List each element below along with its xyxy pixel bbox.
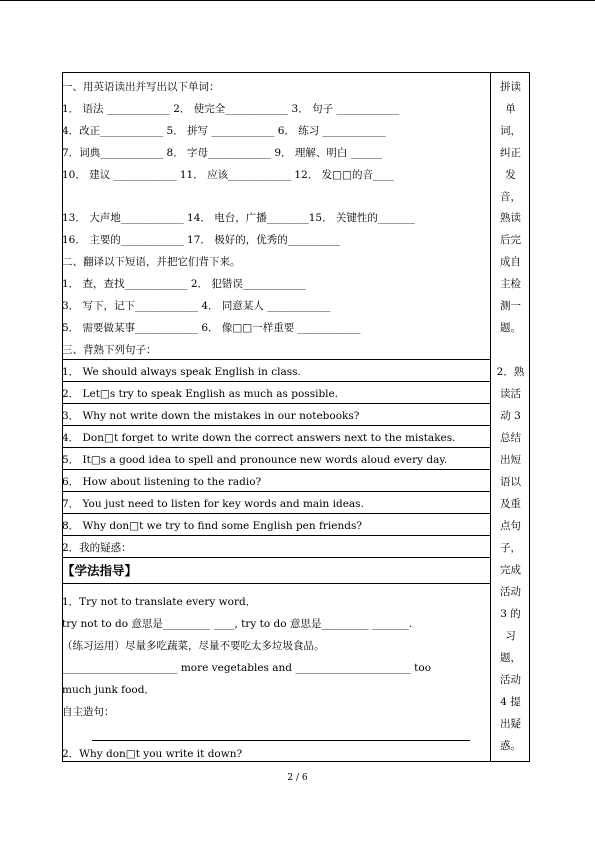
sidebar-line: 成自 bbox=[500, 256, 521, 268]
sidebar-line: 后完 bbox=[500, 234, 521, 246]
row-rule bbox=[62, 535, 490, 536]
sidebar-line: 2．熟 bbox=[496, 366, 525, 378]
doubts-label: 2．我的疑惑： bbox=[62, 542, 132, 554]
vocab-row-1: 1． 语法 ____________ 2． 使完全____________ 3． 句子 ____________ bbox=[62, 103, 400, 115]
section-1-heading: 一、用英语读出并写出以下单词： bbox=[62, 81, 220, 93]
sidebar-line: 及重 bbox=[500, 498, 521, 510]
page-number: 2 / 6 bbox=[287, 773, 308, 783]
practice-prompt: （练习运用）尽量多吃蔬菜，尽量不要吃太多垃圾食品。 bbox=[62, 640, 325, 652]
sidebar-line: 出疑 bbox=[500, 718, 521, 730]
sidebar-line: 拼读 bbox=[500, 81, 521, 93]
sentence-1: 1． We should always speak English in class. bbox=[62, 366, 301, 378]
sentence-3: 3． Why not write down the mistakes in our notebooks? bbox=[62, 410, 360, 422]
sidebar-line: 子， bbox=[500, 542, 521, 554]
vocab-row-4: 10． 建议 ____________ 11． 应该____________ 12． 发□□的音____ bbox=[62, 169, 394, 181]
sidebar-line: 语以 bbox=[500, 476, 521, 488]
sentence-7: 7． You just need to listen for key words and main ideas. bbox=[62, 498, 364, 510]
sidebar-line: 点句 bbox=[500, 520, 521, 532]
sidebar-line: 3 的 bbox=[500, 608, 521, 620]
row-rule bbox=[62, 447, 490, 448]
section-3-heading: 三、背熟下列句子： bbox=[62, 344, 157, 356]
phrase-row-3: 5． 需要做某事____________ 6． 像□□一样重要 ____________ bbox=[62, 322, 361, 334]
sidebar-line: 惑。 bbox=[500, 740, 521, 752]
row-rule bbox=[62, 557, 490, 558]
sentence-4: 4． Don□t forget to write down the correct answers next to the mistakes. bbox=[62, 432, 456, 444]
row-rule bbox=[62, 425, 490, 426]
sentence-5: 5． It□s a good idea to spell and pronounce new words aloud every day. bbox=[62, 454, 448, 466]
row-rule bbox=[62, 583, 490, 584]
practice-continuation: much junk food． bbox=[62, 684, 155, 696]
sidebar-line: 测一 bbox=[500, 300, 521, 312]
guide-item-2: 2．Why don□t you write it down? bbox=[62, 748, 243, 760]
sidebar-line: 读活 bbox=[500, 388, 521, 400]
sidebar-line: 完成 bbox=[500, 564, 521, 576]
section-2-heading: 二、翻译以下短语，并把它们背下来。 bbox=[62, 256, 241, 268]
sidebar-line: 动 3 bbox=[500, 410, 521, 422]
sidebar-line: 主检 bbox=[500, 278, 521, 290]
sidebar-line: 4 提 bbox=[500, 696, 521, 708]
sidebar-line: 活动 bbox=[500, 674, 521, 686]
sentence-8: 8． Why don□t we try to find some English pen friends? bbox=[62, 520, 362, 532]
sidebar-line: 题， bbox=[500, 652, 521, 664]
sentence-2: 2． Let□s try to speak English as much as possible. bbox=[62, 388, 339, 400]
row-rule bbox=[62, 381, 490, 382]
vocab-row-3: 7．词典____________ 8． 字母____________ 9． 理解、明白 ______ bbox=[62, 147, 383, 159]
vocab-row-2: 4．改正____________ 5． 拼写 ____________ 6． 练习 ____________ bbox=[62, 125, 386, 137]
phrase-row-2: 3． 写下，记下____________ 4． 同意某人 ____________ bbox=[62, 300, 331, 312]
sidebar-line: 出短 bbox=[500, 454, 521, 466]
answer-line bbox=[92, 740, 470, 741]
sidebar-line: 单 bbox=[505, 103, 516, 115]
vocab-row-6: 16． 主要的____________ 17． 极好的，优秀的__________ bbox=[62, 234, 341, 246]
vocab-row-5: 13． 大声地____________ 14． 电台，广播________15． 关键性的_______ bbox=[62, 212, 415, 224]
sidebar-line: 词， bbox=[500, 125, 521, 137]
sidebar-line: 活动 bbox=[500, 586, 521, 598]
sentence-6: 6． How about listening to the radio? bbox=[62, 476, 262, 488]
sidebar-line: 熟读 bbox=[500, 212, 521, 224]
own-sentence-label: 自主造句： bbox=[62, 706, 115, 718]
sidebar-line: 发 bbox=[505, 169, 516, 181]
row-rule bbox=[62, 359, 490, 360]
practice-blank-line: ______________________ more vegetables and ______________________ too bbox=[62, 662, 432, 674]
guide-item-1: 1．Try not to translate every word． bbox=[62, 596, 257, 608]
sidebar-line: 总结 bbox=[500, 432, 521, 444]
row-rule bbox=[62, 403, 490, 404]
sidebar-line: 音， bbox=[500, 191, 521, 203]
page-top-rule bbox=[0, 0, 595, 1]
sidebar-line: 习 bbox=[505, 630, 516, 642]
sidebar-line: 题。 bbox=[500, 322, 521, 334]
row-rule bbox=[62, 513, 490, 514]
guide-meaning: try not to do 意思是_________ ____, try to do 意思是_________ _______. bbox=[62, 618, 413, 630]
sidebar-line: 纠正 bbox=[500, 147, 521, 159]
phrase-row-1: 1． 查，查找____________ 2． 犯错误____________ bbox=[62, 278, 306, 290]
row-rule bbox=[62, 491, 490, 492]
main-column bbox=[62, 72, 490, 762]
row-rule bbox=[62, 469, 490, 470]
study-guide-heading: 【学法指导】 bbox=[62, 563, 138, 578]
